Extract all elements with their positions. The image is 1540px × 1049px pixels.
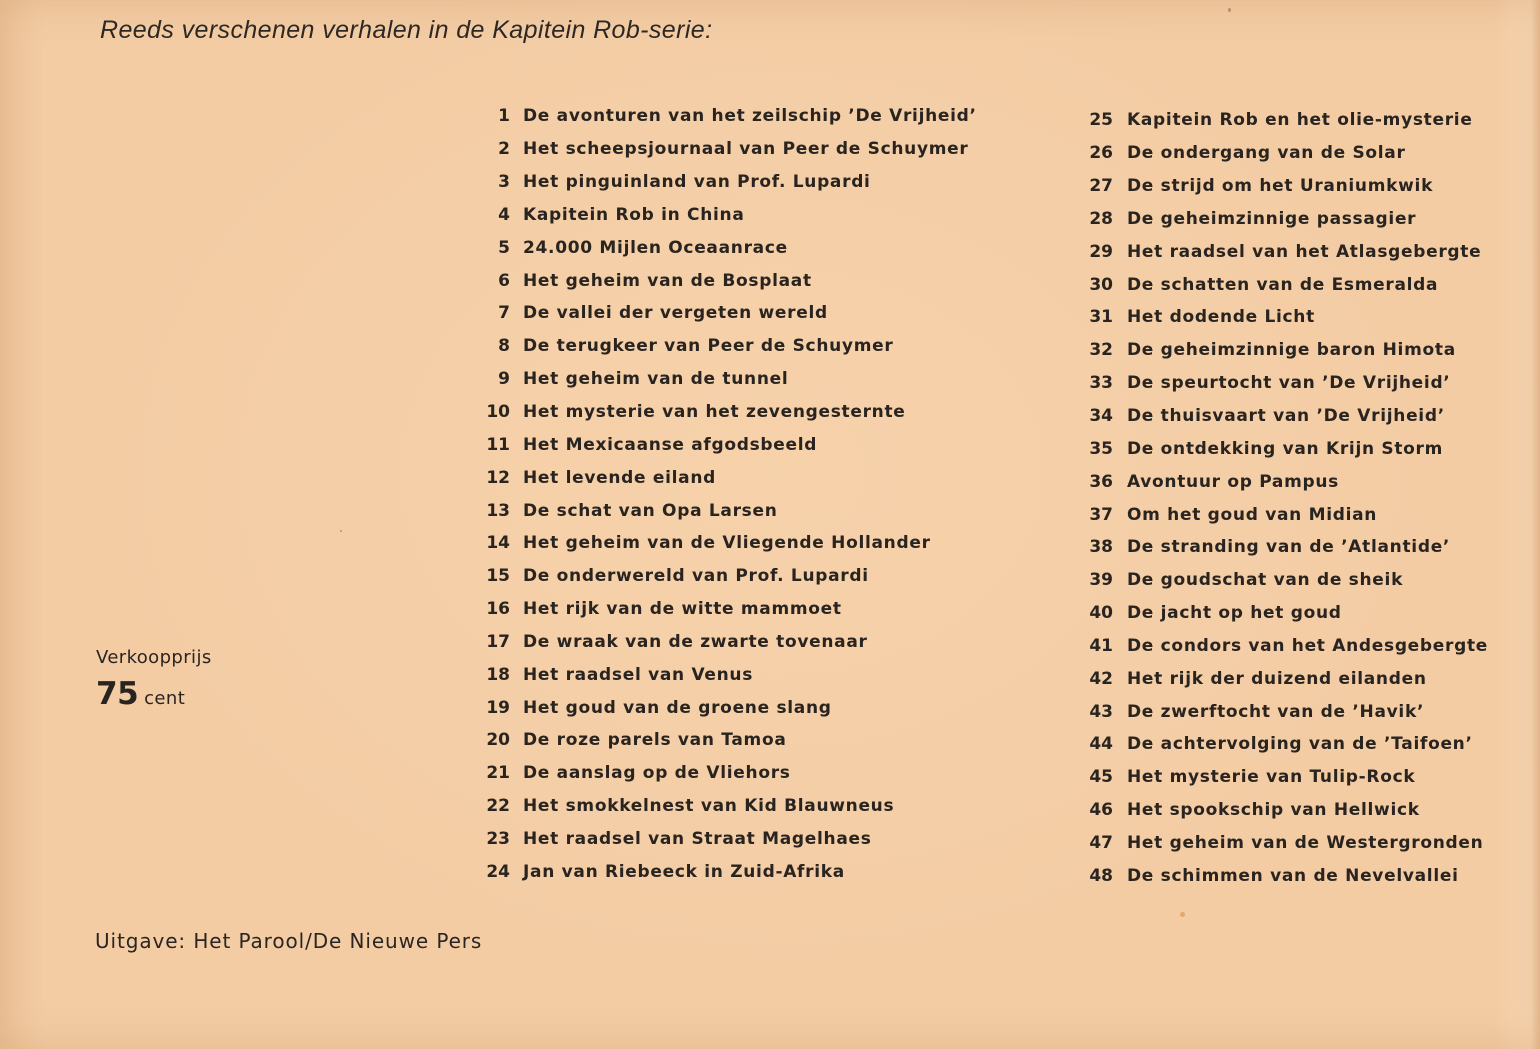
title-number: 17 bbox=[486, 631, 510, 652]
title-number: 39 bbox=[1089, 570, 1113, 591]
title-number: 42 bbox=[1089, 668, 1113, 689]
title-row bbox=[1068, 662, 1488, 695]
title-text: Avontuur op Pampus bbox=[1127, 471, 1339, 492]
title-text: De speurtocht van ’De Vrijheid’ bbox=[1127, 373, 1451, 394]
title-text: Het levende eiland bbox=[523, 467, 717, 488]
title-number: 43 bbox=[1089, 701, 1113, 722]
paper-speck bbox=[1180, 912, 1185, 917]
title-row bbox=[1068, 827, 1488, 860]
title-text: De schatten van de Esmeralda bbox=[1127, 274, 1439, 295]
title-row bbox=[1068, 794, 1488, 827]
title-number: 45 bbox=[1089, 767, 1113, 788]
title-row bbox=[466, 461, 977, 494]
title-text: De vallei der vergeten wereld bbox=[523, 303, 828, 324]
title-text: Kapitein Rob en het olie-mysterie bbox=[1127, 110, 1473, 131]
title-text: De condors van het Andesgebergte bbox=[1127, 635, 1489, 656]
title-number: 4 bbox=[498, 204, 510, 225]
title-row bbox=[1068, 531, 1488, 564]
price-unit: cent bbox=[144, 688, 186, 709]
title-number: 36 bbox=[1089, 471, 1113, 492]
title-number: 3 bbox=[498, 172, 510, 193]
title-row bbox=[466, 691, 977, 724]
title-text: Het pinguinland van Prof. Lupardi bbox=[523, 172, 871, 193]
title-row bbox=[466, 823, 977, 856]
title-number: 30 bbox=[1089, 274, 1113, 295]
title-text: De stranding van de ’Atlantide’ bbox=[1127, 537, 1451, 558]
paper-speck bbox=[340, 530, 342, 532]
title-number: 6 bbox=[498, 270, 510, 291]
price-label: Verkoopprijs bbox=[96, 647, 212, 668]
title-row bbox=[466, 396, 977, 429]
title-text: Kapitein Rob in China bbox=[523, 204, 745, 225]
title-text: De roze parels van Tamoa bbox=[523, 730, 787, 751]
title-number: 5 bbox=[498, 237, 510, 258]
title-text: De geheimzinnige passagier bbox=[1127, 208, 1417, 229]
title-row bbox=[1068, 235, 1488, 268]
publisher-line: Uitgave: Het Parool/De Nieuwe Pers bbox=[95, 929, 483, 953]
title-text: De goudschat van de sheik bbox=[1127, 570, 1404, 591]
title-text: Het dodende Licht bbox=[1127, 307, 1315, 328]
title-number: 29 bbox=[1089, 241, 1113, 262]
title-text: De avonturen van het zeilschip ’De Vrijheid’ bbox=[523, 106, 977, 127]
title-number: 15 bbox=[486, 566, 510, 587]
title-text: Het goud van de groene slang bbox=[523, 697, 832, 718]
title-text: De ondergang van de Solar bbox=[1127, 143, 1406, 164]
title-row bbox=[466, 757, 977, 790]
title-row bbox=[1068, 137, 1488, 170]
title-row bbox=[1068, 170, 1488, 203]
title-row bbox=[1068, 400, 1488, 433]
title-number: 14 bbox=[486, 533, 510, 554]
title-text: Het Mexicaanse afgodsbeeld bbox=[523, 434, 818, 455]
title-text: De zwerftocht van de ’Havik’ bbox=[1127, 701, 1425, 722]
title-text: De achtervolging van de ’Taifoen’ bbox=[1127, 734, 1473, 755]
title-text: Jan van Riebeeck in Zuid-Afrika bbox=[523, 861, 845, 882]
title-row bbox=[1068, 498, 1488, 531]
title-text: Het geheim van de Vliegende Hollander bbox=[523, 533, 931, 554]
title-number: 11 bbox=[486, 434, 510, 455]
title-row bbox=[1068, 104, 1488, 137]
title-text: Het rijk der duizend eilanden bbox=[1127, 668, 1427, 689]
title-row bbox=[466, 560, 977, 593]
title-text: Het geheim van de Bosplaat bbox=[523, 270, 812, 291]
title-row bbox=[1068, 728, 1488, 761]
title-text: Het mysterie van Tulip-Rock bbox=[1127, 767, 1416, 788]
title-number: 34 bbox=[1089, 406, 1113, 427]
title-row bbox=[466, 363, 977, 396]
title-text: De wraak van de zwarte tovenaar bbox=[523, 631, 868, 652]
title-row bbox=[1068, 268, 1488, 301]
title-number: 8 bbox=[498, 336, 510, 357]
title-number: 1 bbox=[498, 106, 510, 127]
title-number: 26 bbox=[1089, 143, 1113, 164]
title-row bbox=[466, 428, 977, 461]
title-text: De aanslag op de Vliehors bbox=[523, 763, 791, 784]
title-text: De ontdekking van Krijn Storm bbox=[1127, 438, 1444, 459]
title-row bbox=[466, 494, 977, 527]
title-number: 13 bbox=[486, 500, 510, 521]
price bbox=[96, 676, 185, 718]
title-text: De onderwereld van Prof. Lupardi bbox=[523, 566, 869, 587]
title-number: 12 bbox=[486, 467, 510, 488]
title-text: Het raadsel van Straat Magelhaes bbox=[523, 828, 872, 849]
title-number: 18 bbox=[486, 664, 510, 685]
title-number: 9 bbox=[498, 369, 510, 390]
title-number: 27 bbox=[1089, 176, 1113, 197]
title-number: 19 bbox=[486, 697, 510, 718]
paper-speck bbox=[1228, 8, 1231, 12]
title-row bbox=[1068, 761, 1488, 794]
title-number: 22 bbox=[486, 796, 510, 817]
title-list-left bbox=[466, 100, 977, 888]
title-text: Het smokkelnest van Kid Blauwneus bbox=[523, 796, 895, 817]
title-number: 24 bbox=[486, 861, 510, 882]
title-row bbox=[466, 593, 977, 626]
title-text: Het scheepsjournaal van Peer de Schuymer bbox=[523, 139, 969, 160]
price-amount: 75 bbox=[96, 676, 139, 712]
title-number: 44 bbox=[1089, 734, 1113, 755]
title-number: 32 bbox=[1089, 340, 1113, 361]
title-number: 23 bbox=[486, 828, 510, 849]
title-row bbox=[466, 199, 977, 232]
title-number: 25 bbox=[1089, 110, 1113, 131]
title-row bbox=[1068, 367, 1488, 400]
title-row bbox=[1068, 203, 1488, 236]
title-text: Het raadsel van het Atlasgebergte bbox=[1127, 241, 1482, 262]
title-row bbox=[466, 724, 977, 757]
title-text: Het spookschip van Hellwick bbox=[1127, 800, 1420, 821]
title-number: 10 bbox=[486, 402, 510, 423]
title-number: 40 bbox=[1089, 603, 1113, 624]
title-number: 2 bbox=[498, 139, 510, 160]
title-number: 41 bbox=[1089, 635, 1113, 656]
title-number: 47 bbox=[1089, 832, 1113, 853]
title-list-right bbox=[1068, 104, 1488, 892]
title-row bbox=[466, 297, 977, 330]
title-row bbox=[466, 626, 977, 659]
title-text: De schimmen van de Nevelvallei bbox=[1127, 865, 1459, 886]
title-text: Om het goud van Midian bbox=[1127, 504, 1378, 525]
title-text: 24.000 Mijlen Oceaanrace bbox=[523, 237, 788, 258]
series-heading: Reeds verschenen verhalen in de Kapitein Rob-serie: bbox=[100, 16, 713, 44]
title-text: De terugkeer van Peer de Schuymer bbox=[523, 336, 894, 357]
title-row bbox=[1068, 859, 1488, 892]
title-text: Het raadsel van Venus bbox=[523, 664, 754, 685]
title-text: Het mysterie van het zevengesternte bbox=[523, 402, 906, 423]
title-number: 38 bbox=[1089, 537, 1113, 558]
title-number: 16 bbox=[486, 599, 510, 620]
title-text: Het geheim van de tunnel bbox=[523, 369, 789, 390]
title-text: Het rijk van de witte mammoet bbox=[523, 599, 842, 620]
title-text: Het geheim van de Westergronden bbox=[1127, 832, 1484, 853]
title-row bbox=[1068, 597, 1488, 630]
title-row bbox=[466, 133, 977, 166]
title-number: 31 bbox=[1089, 307, 1113, 328]
title-number: 21 bbox=[486, 763, 510, 784]
title-row bbox=[466, 658, 977, 691]
title-number: 28 bbox=[1089, 208, 1113, 229]
title-row bbox=[1068, 301, 1488, 334]
title-row bbox=[466, 166, 977, 199]
title-text: De jacht op het goud bbox=[1127, 603, 1342, 624]
title-row bbox=[1068, 432, 1488, 465]
title-row bbox=[1068, 630, 1488, 663]
title-number: 33 bbox=[1089, 373, 1113, 394]
title-number: 48 bbox=[1089, 865, 1113, 886]
title-number: 20 bbox=[486, 730, 510, 751]
title-text: De thuisvaart van ’De Vrijheid’ bbox=[1127, 406, 1445, 427]
title-row bbox=[466, 855, 977, 888]
title-row bbox=[466, 100, 977, 133]
title-row bbox=[466, 330, 977, 363]
title-row bbox=[1068, 695, 1488, 728]
title-row bbox=[1068, 334, 1488, 367]
title-text: De schat van Opa Larsen bbox=[523, 500, 778, 521]
title-text: De strijd om het Uraniumkwik bbox=[1127, 176, 1434, 197]
title-number: 37 bbox=[1089, 504, 1113, 525]
title-number: 35 bbox=[1089, 438, 1113, 459]
title-number: 46 bbox=[1089, 800, 1113, 821]
title-row bbox=[466, 231, 977, 264]
title-row bbox=[466, 527, 977, 560]
title-number: 7 bbox=[498, 303, 510, 324]
title-row bbox=[466, 790, 977, 823]
title-row bbox=[466, 264, 977, 297]
title-text: De geheimzinnige baron Himota bbox=[1127, 340, 1456, 361]
title-row bbox=[1068, 564, 1488, 597]
title-row bbox=[1068, 465, 1488, 498]
